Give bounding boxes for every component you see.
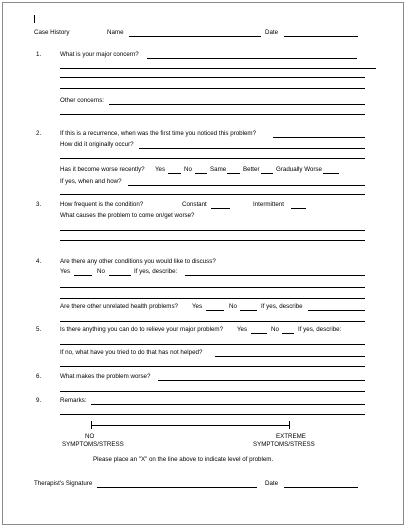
q2-when-how-line-2[interactable] xyxy=(60,194,365,195)
text-cursor xyxy=(34,15,35,23)
q4-number: 4. xyxy=(36,258,42,265)
form-title: Case History xyxy=(34,29,70,36)
scale-right-top: EXTREME xyxy=(276,433,306,440)
q1-other-line-1[interactable] xyxy=(109,104,365,105)
q5-tried-label: If no, what have you tried to do that has not helped? xyxy=(60,349,203,356)
q1-answer-line-1[interactable] xyxy=(147,58,357,59)
scale-right-bottom: SYMPTOMS/STRESS xyxy=(253,441,315,448)
remarks-line-2[interactable] xyxy=(60,414,365,415)
q2-yes-field[interactable] xyxy=(168,173,181,174)
q5-number: 5. xyxy=(36,326,42,333)
q4-no-label: No xyxy=(97,268,105,275)
q1-question: What is your major concern? xyxy=(60,51,139,58)
q5-no-field[interactable] xyxy=(282,333,294,334)
q4-no2-label: No xyxy=(229,303,237,310)
q2-same-field[interactable] xyxy=(227,173,240,174)
therapist-signature-field[interactable] xyxy=(97,487,257,488)
q3-causes-line-1[interactable] xyxy=(60,230,365,231)
q5-line-2[interactable] xyxy=(60,344,365,345)
q2-originally-line[interactable] xyxy=(139,148,365,149)
footer-date-label: Date xyxy=(265,480,279,487)
severity-scale-right-tick xyxy=(289,421,290,429)
q3-constant-label: Constant xyxy=(182,201,207,208)
q3-number: 3. xyxy=(36,201,42,208)
q3-question: How frequent is the condition? xyxy=(60,201,144,208)
q6-answer-line-2[interactable] xyxy=(60,391,365,392)
q4-no-field[interactable] xyxy=(109,275,131,276)
severity-scale-left-tick xyxy=(91,421,92,429)
q3-constant-field[interactable] xyxy=(211,208,230,209)
q4-question: Are there any other conditions you would like to discuss? xyxy=(60,258,216,265)
date-label: Date xyxy=(265,29,279,36)
q2-no-label: No xyxy=(184,166,192,173)
q1-answer-line-4[interactable] xyxy=(60,88,365,89)
q1-answer-line-3[interactable] xyxy=(60,77,365,78)
q4-line-2[interactable] xyxy=(60,287,365,288)
q2-extra-line[interactable] xyxy=(60,158,365,159)
q2-yes-label: Yes xyxy=(155,166,166,173)
q6-question: What makes the problem worse? xyxy=(60,373,151,380)
scale-instruction: Please place an "X" on the line above to indicate level of problem. xyxy=(93,456,274,463)
q5-describe-label: If yes, describe: xyxy=(298,326,342,333)
q6-number: 6. xyxy=(36,373,42,380)
q4-yes2-field[interactable] xyxy=(206,310,224,311)
name-field[interactable] xyxy=(129,36,261,37)
name-label: Name xyxy=(107,29,124,36)
q5-question: Is there anything you can do to relieve your major problem? xyxy=(60,326,224,333)
scale-left-top: NO xyxy=(85,433,95,440)
case-history-form xyxy=(2,2,404,525)
q4-yes2-label: Yes xyxy=(192,303,203,310)
q2-first-time-line[interactable] xyxy=(273,137,365,138)
q2-question: If this is a recurrence, when was the first time you noticed this problem? xyxy=(60,130,257,137)
q1-number: 1. xyxy=(36,51,42,58)
q4-describe-line[interactable] xyxy=(185,275,365,276)
q4-describe-label: If yes, describe: xyxy=(134,268,178,275)
q1-answer-line-2[interactable] xyxy=(60,68,376,69)
q5-tried-line[interactable] xyxy=(215,356,365,357)
q2-worse-label: Has it become worse recently? xyxy=(60,166,145,173)
q4-no2-field[interactable] xyxy=(240,310,257,311)
q2-originally-label: How did it originally occur? xyxy=(60,141,134,148)
q6-answer-line-1[interactable] xyxy=(158,380,365,381)
q4-yes-field[interactable] xyxy=(74,275,92,276)
q2-better-field[interactable] xyxy=(261,173,273,174)
remarks-line-1[interactable] xyxy=(91,404,365,405)
q3-causes-line-2[interactable] xyxy=(60,240,365,241)
q2-gradually-field[interactable] xyxy=(323,173,339,174)
q9-number: 9. xyxy=(36,397,42,404)
date-field[interactable] xyxy=(284,36,358,37)
q5-yes-label: Yes xyxy=(237,326,248,333)
q4-unrelated-label: Are there other unrelated health problems? xyxy=(60,303,178,310)
q2-better-label: Better xyxy=(243,166,260,173)
q2-no-field[interactable] xyxy=(195,173,207,174)
q4-describe2-label: If yes, describe xyxy=(261,303,303,310)
q5-line-4[interactable] xyxy=(60,366,365,367)
q2-when-how-label: If yes, when and how? xyxy=(60,178,122,185)
q2-gradually-label: Gradually Worse xyxy=(276,166,322,173)
q1-other-label: Other concerns: xyxy=(60,97,105,104)
remarks-label: Remarks: xyxy=(60,397,87,404)
q4-describe2-line[interactable] xyxy=(308,310,365,311)
footer-date-field[interactable] xyxy=(284,487,358,488)
q3-causes-label: What causes the problem to come on/get worse? xyxy=(60,212,195,219)
q3-intermittent-field[interactable] xyxy=(291,208,306,209)
scale-left-bottom: SYMPTOMS/STRESS xyxy=(62,441,124,448)
q5-yes-field[interactable] xyxy=(251,333,267,334)
q4-line-4[interactable] xyxy=(60,321,365,322)
q4-yes-label: Yes xyxy=(60,268,71,275)
q4-line-3[interactable] xyxy=(60,298,365,299)
q3-intermittent-label: Intermittent xyxy=(253,201,284,208)
severity-scale-line[interactable] xyxy=(91,425,290,426)
therapist-signature-label: Therapist's Signature xyxy=(34,480,93,487)
q1-other-line-2[interactable] xyxy=(60,114,365,115)
q2-when-how-line[interactable] xyxy=(128,185,365,186)
q2-number: 2. xyxy=(36,130,42,137)
q5-no-label: No xyxy=(271,326,279,333)
q2-same-label: Same xyxy=(210,166,227,173)
